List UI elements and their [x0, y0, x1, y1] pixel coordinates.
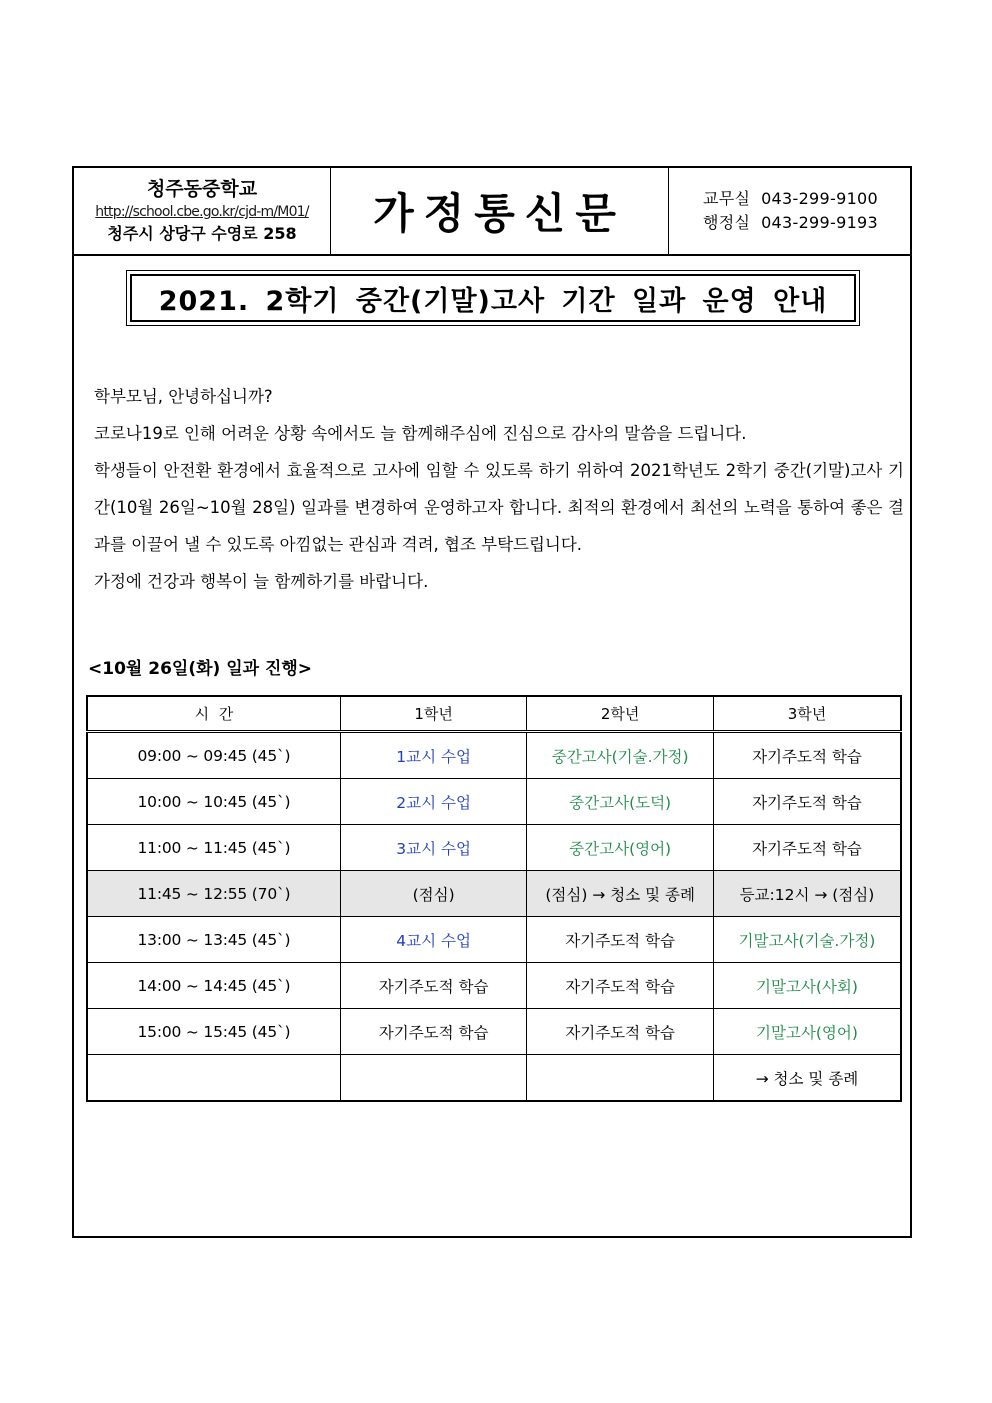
notice-title-box	[126, 270, 860, 326]
schedule-heading: <10월 26일(화) 일과 진행>	[88, 659, 313, 679]
time-cell: 13:00 ~ 13:45 (45`)	[87, 917, 340, 963]
grade1-cell: 4교시 수업	[340, 917, 527, 963]
column-header-time: 시 간	[87, 696, 340, 732]
grade2-cell: 중간고사(도덕)	[527, 779, 714, 825]
schedule-table	[86, 695, 902, 1102]
contact-phone: 043-299-9100	[761, 189, 879, 208]
column-header-grade1: 1학년	[340, 696, 527, 732]
grade3-cell: 기말고사(사회)	[713, 963, 901, 1009]
paragraph-closing: 가정에 건강과 행복이 늘 함께하기를 바랍니다.	[94, 572, 429, 591]
table-row	[87, 779, 901, 825]
grade3-cell: 등교:12시 → (점심)	[713, 871, 901, 917]
header	[74, 168, 910, 256]
contact-admin	[703, 211, 910, 235]
grade2-cell	[527, 1055, 714, 1102]
grade3-cell: → 청소 및 종례	[713, 1055, 901, 1102]
time-cell: 14:00 ~ 14:45 (45`)	[87, 963, 340, 1009]
time-cell: 09:00 ~ 09:45 (45`)	[87, 732, 340, 779]
table-header-row	[87, 696, 901, 732]
table-row	[87, 1055, 901, 1102]
grade2-cell: 중간고사(영어)	[527, 825, 714, 871]
grade1-cell: 자기주도적 학습	[340, 963, 527, 1009]
contact-info	[669, 168, 910, 254]
table-row	[87, 963, 901, 1009]
paragraph-thanks: 코로나19로 인해 어려운 상황 속에서도 늘 함께해주심에 진심으로 감사의 말씀을 드립니다.	[94, 424, 747, 443]
school-name: 청주동중학교	[146, 178, 258, 200]
contact-label: 행정실	[703, 213, 751, 232]
grade1-cell: 자기주도적 학습	[340, 1009, 527, 1055]
table-row-lunch	[87, 871, 901, 917]
grade1-cell: (점심)	[340, 871, 527, 917]
table-row	[87, 1009, 901, 1055]
table-row	[87, 825, 901, 871]
school-url-link[interactable]: http://school.cbe.go.kr/cjd-m/M01/	[95, 204, 309, 220]
letter-body	[84, 378, 904, 600]
time-cell: 10:00 ~ 10:45 (45`)	[87, 779, 340, 825]
grade1-cell: 3교시 수업	[340, 825, 527, 871]
grade2-cell: 중간고사(기술.가정)	[527, 732, 714, 779]
table-row	[87, 917, 901, 963]
contact-office	[703, 187, 910, 211]
contact-label: 교무실	[703, 189, 751, 208]
grade2-cell: (점심) → 청소 및 종례	[527, 871, 714, 917]
column-header-grade2: 2학년	[527, 696, 714, 732]
contact-phone: 043-299-9193	[761, 213, 879, 232]
time-cell: 11:00 ~ 11:45 (45`)	[87, 825, 340, 871]
grade2-cell: 자기주도적 학습	[527, 1009, 714, 1055]
time-cell: 15:00 ~ 15:45 (45`)	[87, 1009, 340, 1055]
grade3-cell: 자기주도적 학습	[713, 779, 901, 825]
school-address: 청주시 상당구 수영로 258	[107, 224, 297, 243]
newsletter-frame	[72, 166, 912, 1238]
grade3-cell: 자기주도적 학습	[713, 825, 901, 871]
paragraph-schedule-change: 학생들이 안전환 환경에서 효율적으로 고사에 임할 수 있도록 하기 위하여 2021학년도 2학기 중간(기말)고사 기간(10월 26일~10월 28일) 일과를 변경하여 운영하고자 합니다. 최적의 환경에서 최선의 노력을 통하여 좋은 결과를 이끌어 낼 수 있도록 아낌없는 관심과 격려, 협조 부탁드립니다.	[94, 461, 904, 554]
notice-title: 2021. 2학기 중간(기말)고사 기간 일과 운영 안내	[158, 285, 828, 317]
greeting: 학부모님, 안녕하십니까?	[94, 387, 273, 406]
grade1-cell	[340, 1055, 527, 1102]
table-row	[87, 732, 901, 779]
grade3-cell: 자기주도적 학습	[713, 732, 901, 779]
time-cell: 11:45 ~ 12:55 (70`)	[87, 871, 340, 917]
notice-title-inner	[130, 274, 856, 322]
newsletter-title: 가정통신문	[373, 189, 626, 238]
grade2-cell: 자기주도적 학습	[527, 963, 714, 1009]
grade1-cell: 1교시 수업	[340, 732, 527, 779]
grade2-cell: 자기주도적 학습	[527, 917, 714, 963]
time-cell	[87, 1055, 340, 1102]
grade3-cell: 기말고사(기술.가정)	[713, 917, 901, 963]
school-info	[74, 168, 331, 254]
column-header-grade3: 3학년	[713, 696, 901, 732]
newsletter-title-cell	[331, 168, 669, 254]
grade3-cell: 기말고사(영어)	[713, 1009, 901, 1055]
grade1-cell: 2교시 수업	[340, 779, 527, 825]
